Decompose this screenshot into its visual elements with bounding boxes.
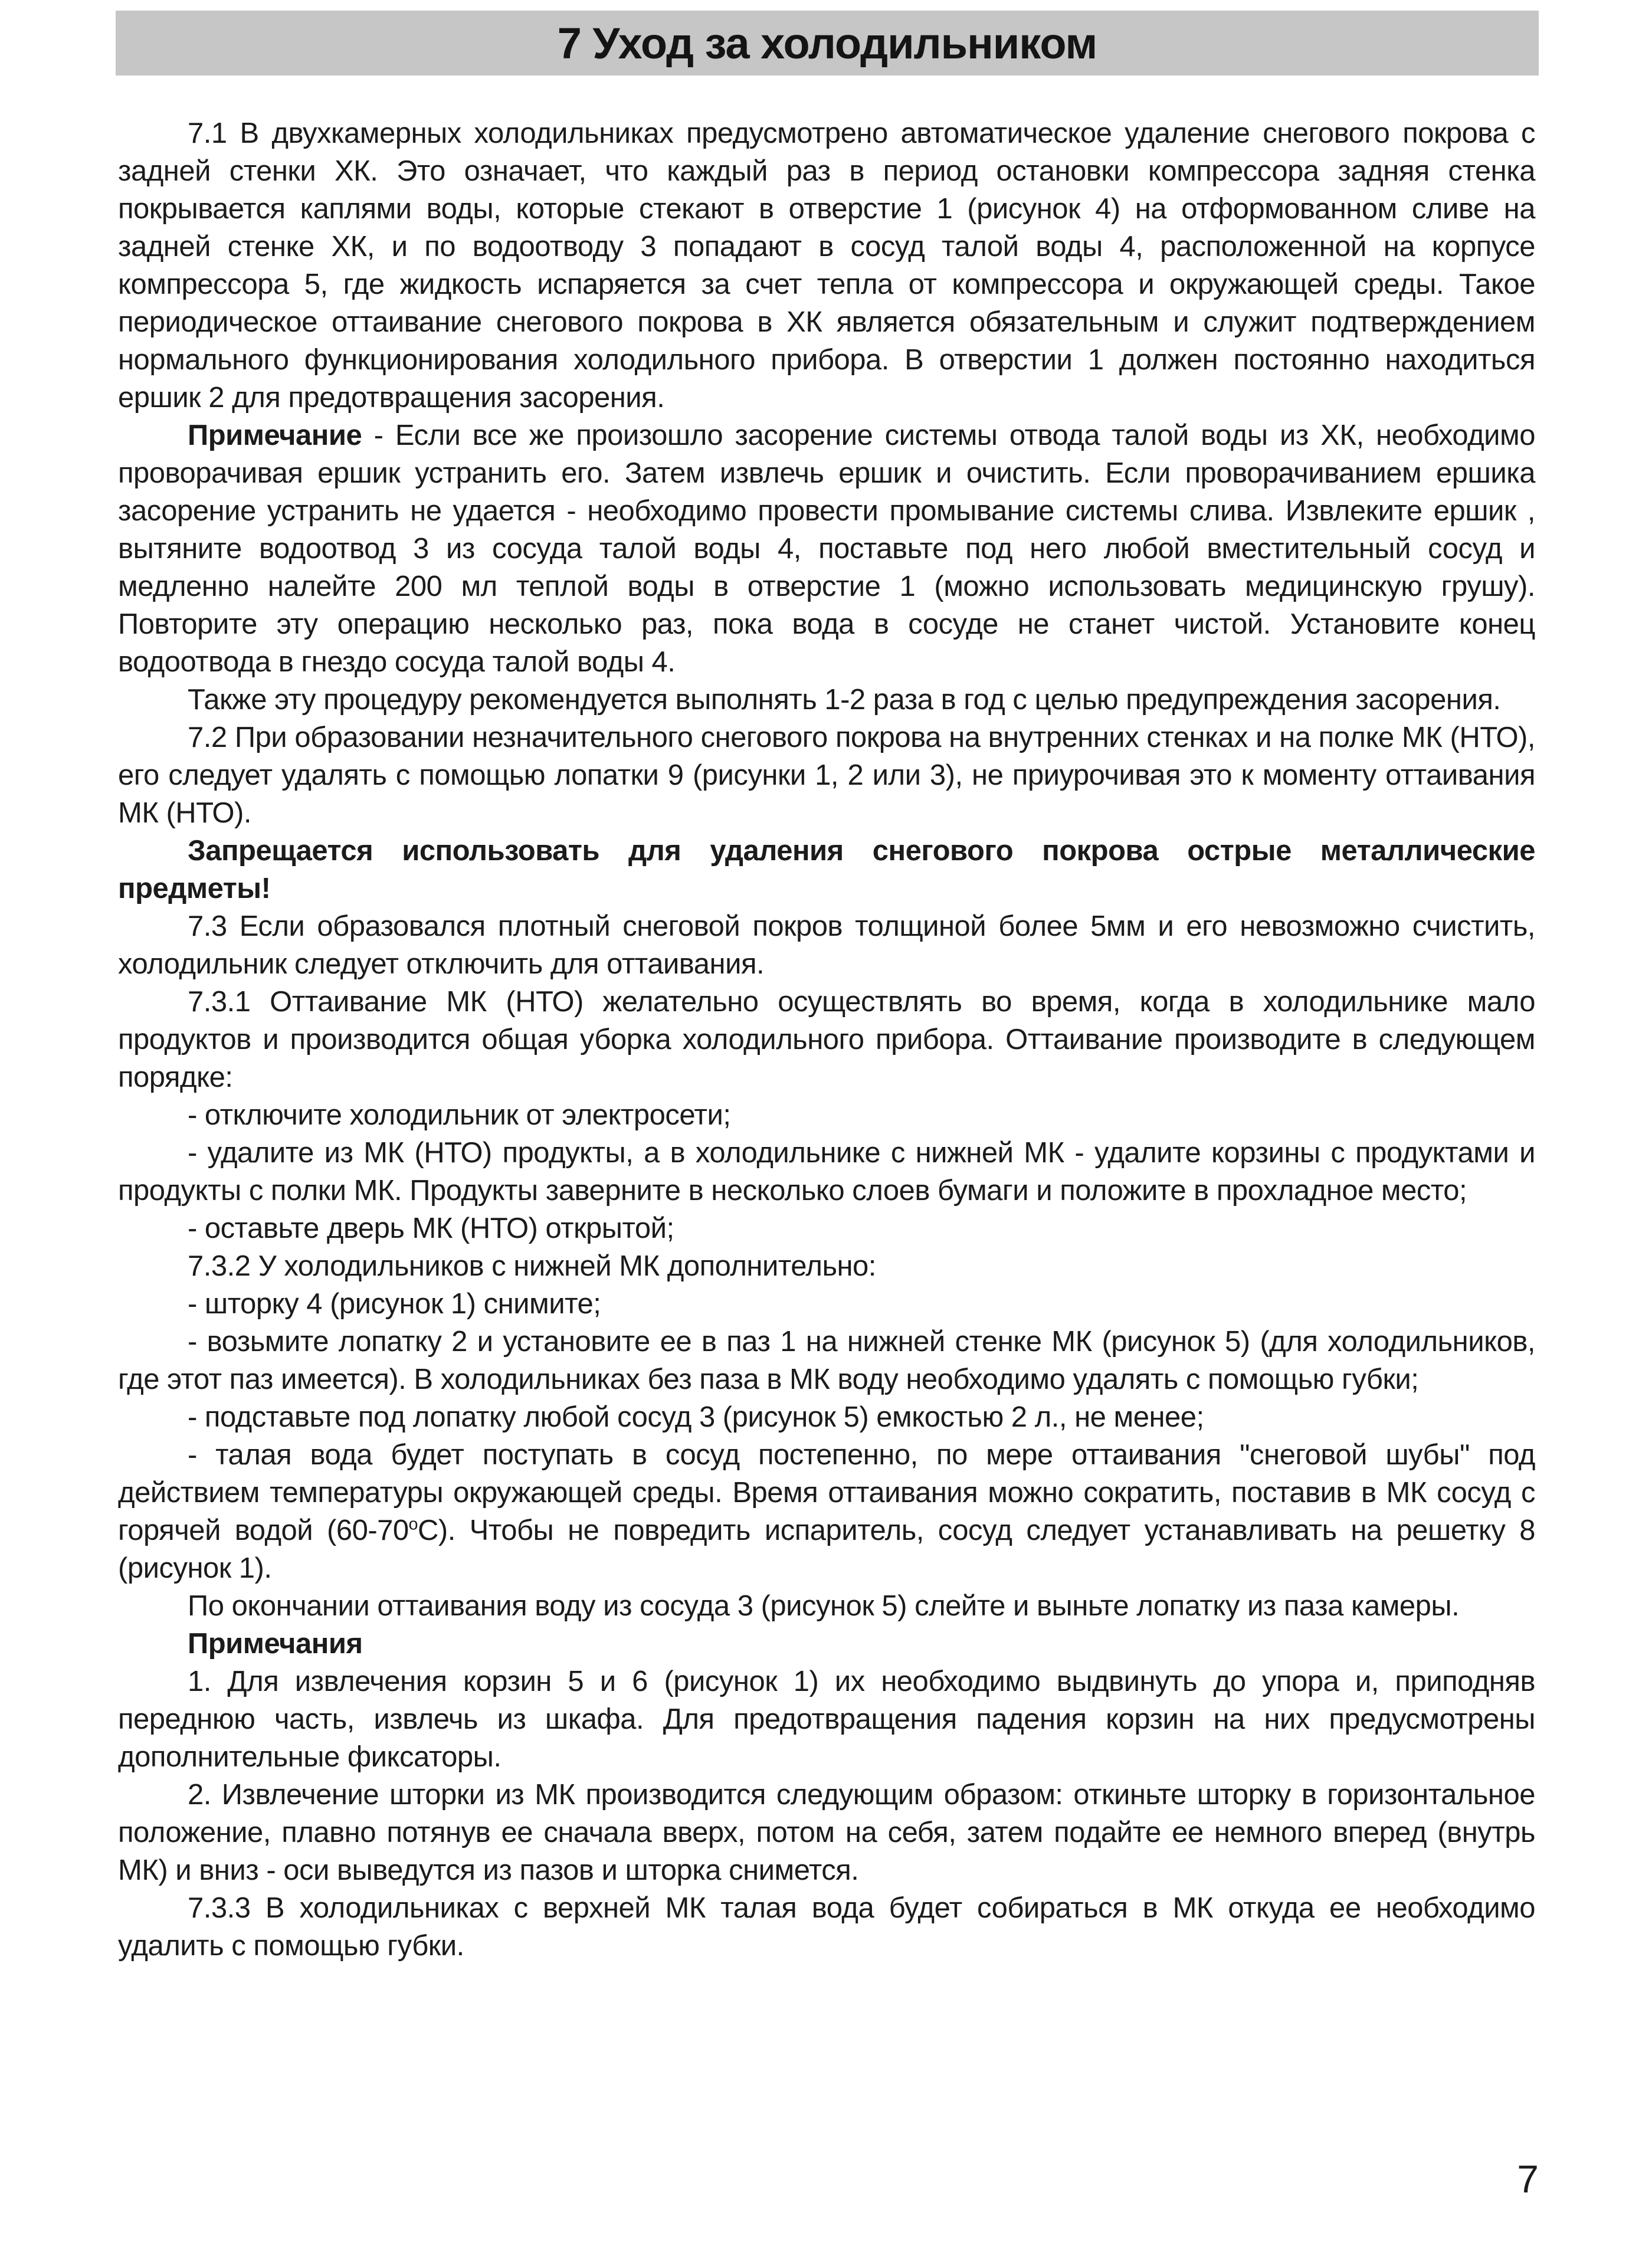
paragraph-note	[118, 417, 1535, 681]
notes-heading: Примечания	[188, 1628, 363, 1660]
page-number: 7	[1517, 2157, 1539, 2201]
list-item-remove-curtain: - шторку 4 (рисунок 1) снимите;	[188, 1288, 601, 1320]
list-item-leave-door-open: - оставьте дверь МК (НТО) открытой;	[188, 1212, 674, 1244]
list-item-place-vessel: - подставьте под лопатку любой сосуд 3 (рисунок 5) емкостью 2 л., не менее;	[188, 1401, 1204, 1433]
note-item-2: 2. Извлечение шторки из МК производится следующим образом: откиньте шторку в горизонтальное положение, плавно потянув ее сначала вверх, потом на себя, затем подайте ее немного вперед (внутрь МК) и вниз - оси выведутся из пазов и шторка снимется.	[118, 1779, 1535, 1886]
list-item-melt-water	[118, 1436, 1535, 1587]
note-body: - Если все же произошло засорение системы отвода талой воды из ХК, необходимо проворачивая ершик устранить его. Затем извлечь ершик и очистить. Если проворачиванием ершика засорение устранить не удается - необходимо провести промывание системы слива. Извлеките ершик , вытяните водоотвод 3 из сосуда талой воды 4, поставьте под него любой вместительный сосуд и медленно налейте 200 мл теплой воды в отверстие 1 (можно использовать медицинскую грушу). Повторите эту операцию несколько раз, пока вода в сосуде не станет чистой. Установите конец водоотвода в гнездо сосуда талой воды 4.	[118, 419, 1535, 678]
paragraph-7-3-3: 7.3.3 В холодильниках с верхней МК талая вода будет собираться в МК откуда ее необходимо удалить с помощью губки.	[118, 1892, 1535, 1962]
section-title: 7 Уход за холодильником	[557, 18, 1097, 68]
list-item-spatula-groove: - возьмите лопатку 2 и установите ее в паз 1 на нижней стенке МК (рисунок 5) (для холодильников, где этот паз имеется). В холодильниках без паза в МК воду необходимо удалять с помощью губки;	[118, 1326, 1535, 1395]
paragraph-7-2: 7.2 При образовании незначительного снегового покрова на внутренних стенках и на полке МК (НТО), его следует удалять с помощью лопатки 9 (рисунки 1, 2 или 3), не приурочивая это к моменту оттаивания МК (НТО).	[118, 722, 1535, 829]
note-item-1: 1. Для извлечения корзин 5 и 6 (рисунок 1) их необходимо выдвинуть до упора и, приподняв переднюю часть, извлечь из шкафа. Для предотвращения падения корзин на них предусмотрены дополнительные фиксаторы.	[118, 1666, 1535, 1773]
list-item-disconnect-power: - отключите холодильник от электросети;	[188, 1099, 731, 1131]
paragraph-also-procedure: Также эту процедуру рекомендуется выполнять 1-2 раза в год с целью предупреждения засорения.	[188, 684, 1501, 716]
paragraph-7-3-1: 7.3.1 Оттаивание МК (НТО) желательно осуществлять во время, когда в холодильнике мало продуктов и производится общая уборка холодильного прибора. Оттаивание производите в следующем порядке:	[118, 986, 1535, 1093]
section-header-bar	[116, 11, 1539, 76]
body-text	[118, 114, 1535, 1965]
paragraph-after-defrost: По окончании оттаивания воду из сосуда 3 (рисунок 5) слейте и выньте лопатку из паза камеры.	[188, 1590, 1460, 1622]
paragraph-7-3: 7.3 Если образовался плотный снеговой покров толщиной более 5мм и его невозможно счистить, холодильник следует отключить для оттаивания.	[118, 910, 1535, 980]
list-item-remove-products: - удалите из МК (НТО) продукты, а в холодильнике с нижней МК - удалите корзины с продуктами и продукты с полки МК. Продукты заверните в несколько слоев бумаги и положите в прохладное место;	[118, 1137, 1535, 1207]
paragraph-7-3-2: 7.3.2 У холодильников с нижней МК дополнительно:	[188, 1250, 876, 1282]
paragraph-7-1: 7.1 В двухкамерных холодильниках предусмотрено автоматическое удаление снегового покрова с задней стенки ХК. Это означает, что каждый раз в период остановки компрессора задняя стенка покрывается каплями воды, которые стекают в отверстие 1 (рисунок 4) на отформованном сливе на задней стенке ХК, и по водоотводу 3 попадают в сосуд талой воды 4, расположенной на корпусе компрессора 5, где жидкость испаряется за счет тепла от компрессора и окружающей среды. Такое периодическое оттаивание снегового покрова в ХК является обязательным и служит подтверждением нормального функционирования холодильного прибора. В отверстии 1 должен постоянно находиться ершик 2 для предотвращения засорения.	[118, 117, 1535, 414]
paragraph-warning-sharp-objects: Запрещается использовать для удаления снегового покрова острые металлические предметы!	[118, 835, 1535, 904]
melt-water-text-2: С). Чтобы не повредить испаритель, сосуд следует устанавливать на решетку 8 (рисунок 1).	[118, 1515, 1536, 1584]
melt-water-text: - талая вода будет поступать в сосуд постепенно, по мере оттаивания "снеговой шубы" под действием температуры окружающей среды. Время оттаивания можно сократить, поставив в МК сосуд с горячей водой (60-70	[118, 1439, 1535, 1546]
degree-superscript: о	[408, 1515, 418, 1534]
note-label: Примечание	[188, 419, 362, 451]
